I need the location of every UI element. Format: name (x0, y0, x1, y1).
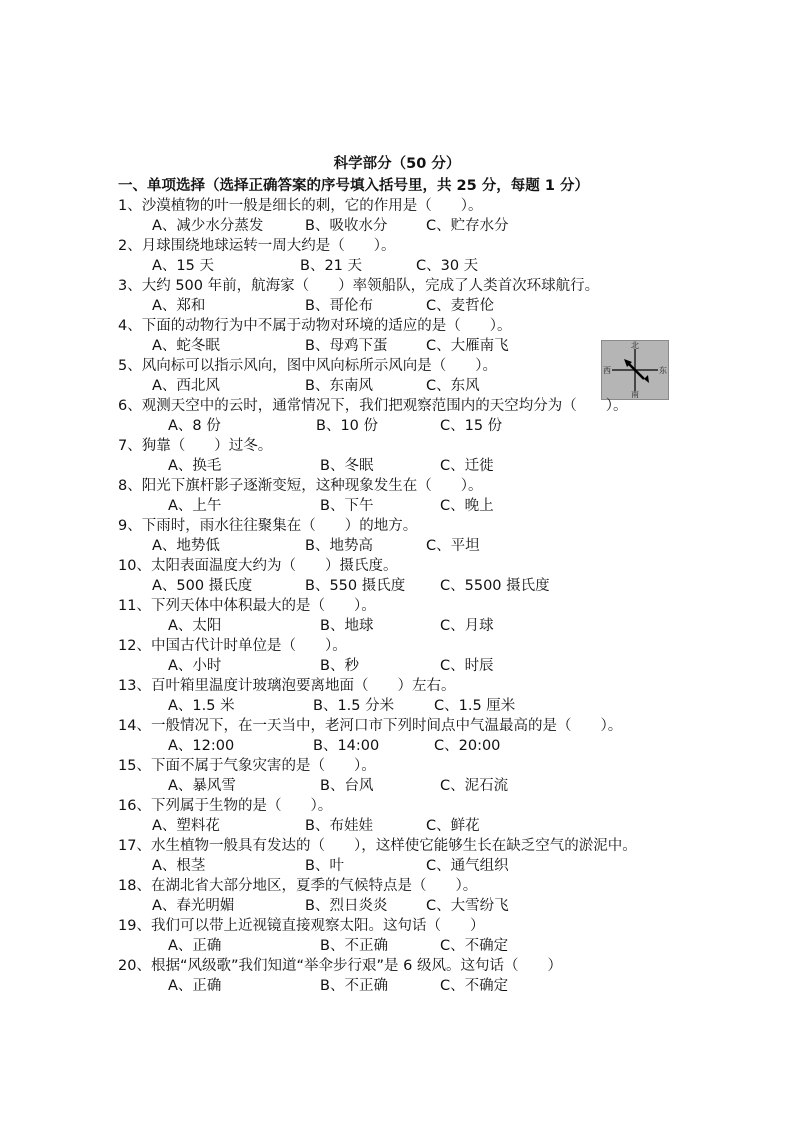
option-a: A、正确 (168, 938, 222, 954)
option-c: C、平坦 (426, 538, 480, 554)
option-c: C、1.5 厘米 (434, 698, 516, 714)
option-b: B、550 摄氏度 (305, 578, 406, 594)
question-text: 1、沙漠植物的叶一般是细长的刺，它的作用是（ ）。 (118, 198, 483, 214)
option-c: C、麦哲伦 (426, 298, 495, 314)
option-a: A、根茎 (152, 858, 206, 874)
option-c: C、大雁南飞 (426, 338, 509, 354)
question-5 (118, 356, 718, 396)
question-text: 4、下面的动物行为中不属于动物对环境的适应的是（ ）。 (118, 318, 512, 334)
question-14 (118, 716, 718, 756)
option-c: C、晚上 (440, 498, 494, 514)
option-a: A、8 份 (168, 418, 221, 434)
option-a: A、500 摄氏度 (152, 578, 253, 594)
question-9 (118, 516, 718, 556)
option-c: C、不确定 (440, 938, 509, 954)
option-b: B、东南风 (305, 378, 373, 394)
question-3 (118, 276, 718, 316)
section-heading: 一、单项选择（选择正确答案的序号填入括号里，共 25 分，每题 1 分） (118, 178, 589, 194)
option-a: A、小时 (168, 658, 222, 674)
option-a: A、换毛 (168, 458, 222, 474)
option-b: B、哥伦布 (305, 298, 373, 314)
option-a: A、太阳 (168, 618, 222, 634)
option-c: C、鲜花 (426, 818, 480, 834)
option-b: B、吸收水分 (305, 218, 388, 234)
question-10 (118, 556, 718, 596)
option-c: C、不确定 (440, 978, 509, 994)
question-19 (118, 916, 718, 956)
question-1 (118, 196, 718, 236)
option-b: B、21 天 (300, 258, 363, 274)
option-a: A、正确 (168, 978, 222, 994)
question-text: 18、在湖北省大部分地区，夏季的气候特点是（ ）。 (118, 878, 478, 894)
question-text: 5、风向标可以指示风向，图中风向标所示风向是（ ）。 (118, 358, 497, 374)
option-a: A、1.5 米 (168, 698, 235, 714)
option-b: B、秒 (320, 658, 359, 674)
option-a: A、塑料花 (152, 818, 220, 834)
compass-north-label: 北 (631, 341, 639, 350)
question-17 (118, 836, 718, 876)
option-a: A、春光明媚 (152, 898, 235, 914)
question-text: 19、我们可以带上近视镜直接观察太阳。这句话（ ） (118, 918, 485, 934)
option-a: A、蛇冬眠 (152, 338, 220, 354)
option-c: C、15 份 (440, 418, 503, 434)
question-16 (118, 796, 718, 836)
question-7 (118, 436, 718, 476)
question-text: 9、下雨时，雨水往往聚集在（ ）的地方。 (118, 518, 418, 534)
option-a: A、西北风 (152, 378, 220, 394)
option-b: B、10 份 (316, 418, 379, 434)
question-text: 16、下列属于生物的是（ ）。 (118, 798, 333, 814)
option-c: C、20:00 (434, 738, 501, 754)
option-b: B、14:00 (313, 738, 380, 754)
option-c: C、大雪纷飞 (426, 898, 509, 914)
page-title: 科学部分（50 分） (333, 156, 461, 172)
option-b: B、冬眠 (320, 458, 374, 474)
option-b: B、下午 (320, 498, 374, 514)
question-text: 10、太阳表面温度大约为（ ）摄氏度。 (118, 558, 398, 574)
option-c: C、通气组织 (426, 858, 509, 874)
option-c: C、迁徙 (440, 458, 494, 474)
option-b: B、烈日炎炎 (305, 898, 388, 914)
option-c: C、泥石流 (440, 778, 509, 794)
question-20 (118, 956, 718, 996)
option-b: B、地势高 (305, 538, 373, 554)
option-b: B、1.5 分米 (313, 698, 395, 714)
question-text: 12、中国古代计时单位是（ ）。 (118, 638, 347, 654)
question-8 (118, 476, 718, 516)
option-a: A、暴风雪 (168, 778, 236, 794)
option-a: A、15 天 (152, 258, 214, 274)
question-list (118, 196, 718, 996)
option-a: A、上午 (168, 498, 222, 514)
question-text: 14、一般情况下，在一天当中，老河口市下列时间点中气温最高的是（ ）。 (118, 718, 623, 734)
compass-east-label: 东 (659, 366, 667, 375)
option-a: A、地势低 (152, 538, 220, 554)
question-6 (118, 396, 718, 436)
option-a: A、减少水分蒸发 (152, 218, 264, 234)
option-c: C、月球 (440, 618, 494, 634)
option-b: B、母鸡下蛋 (305, 338, 388, 354)
option-b: B、地球 (320, 618, 374, 634)
question-15 (118, 756, 718, 796)
question-text: 7、狗靠（ ）过冬。 (118, 438, 273, 454)
question-12 (118, 636, 718, 676)
question-text: 2、月球围绕地球运转一周大约是（ ）。 (118, 238, 396, 254)
compass-south-label: 南 (631, 390, 639, 399)
question-text: 6、观测天空中的云时，通常情况下，我们把观察范围内的天空均分为（ ）。 (118, 398, 628, 414)
option-c: C、5500 摄氏度 (440, 578, 550, 594)
compass-west-label: 西 (603, 366, 611, 375)
question-18 (118, 876, 718, 916)
question-2 (118, 236, 718, 276)
question-4 (118, 316, 718, 356)
question-text: 17、水生植物一般具有发达的（ ），这样使它能够生长在缺乏空气的淤泥中。 (118, 838, 637, 854)
option-a: A、郑和 (152, 298, 206, 314)
option-b: B、不正确 (320, 938, 388, 954)
question-text: 8、阳光下旗杆影子逐渐变短，这种现象发生在（ ）。 (118, 478, 483, 494)
question-13 (118, 676, 718, 716)
option-c: C、贮存水分 (426, 218, 509, 234)
question-text: 20、根据“风级歌”我们知道“举伞步行艰”是 6 级风。这句话（ ） (118, 958, 562, 974)
question-text: 3、大约 500 年前，航海家（ ）率领船队，完成了人类首次环球航行。 (118, 278, 600, 294)
option-b: B、布娃娃 (305, 818, 373, 834)
option-c: C、东风 (426, 378, 480, 394)
option-c: C、30 天 (416, 258, 479, 274)
question-11 (118, 596, 718, 636)
option-b: B、不正确 (320, 978, 388, 994)
question-text: 15、下面不属于气象灾害的是（ ）。 (118, 758, 376, 774)
option-c: C、时辰 (440, 658, 494, 674)
option-a: A、12:00 (168, 738, 235, 754)
option-b: B、叶 (305, 858, 344, 874)
option-b: B、台风 (320, 778, 374, 794)
question-text: 13、百叶箱里温度计玻璃泡要离地面（ ）左右。 (118, 678, 456, 694)
question-text: 11、下列天体中体积最大的是（ ）。 (118, 598, 376, 614)
